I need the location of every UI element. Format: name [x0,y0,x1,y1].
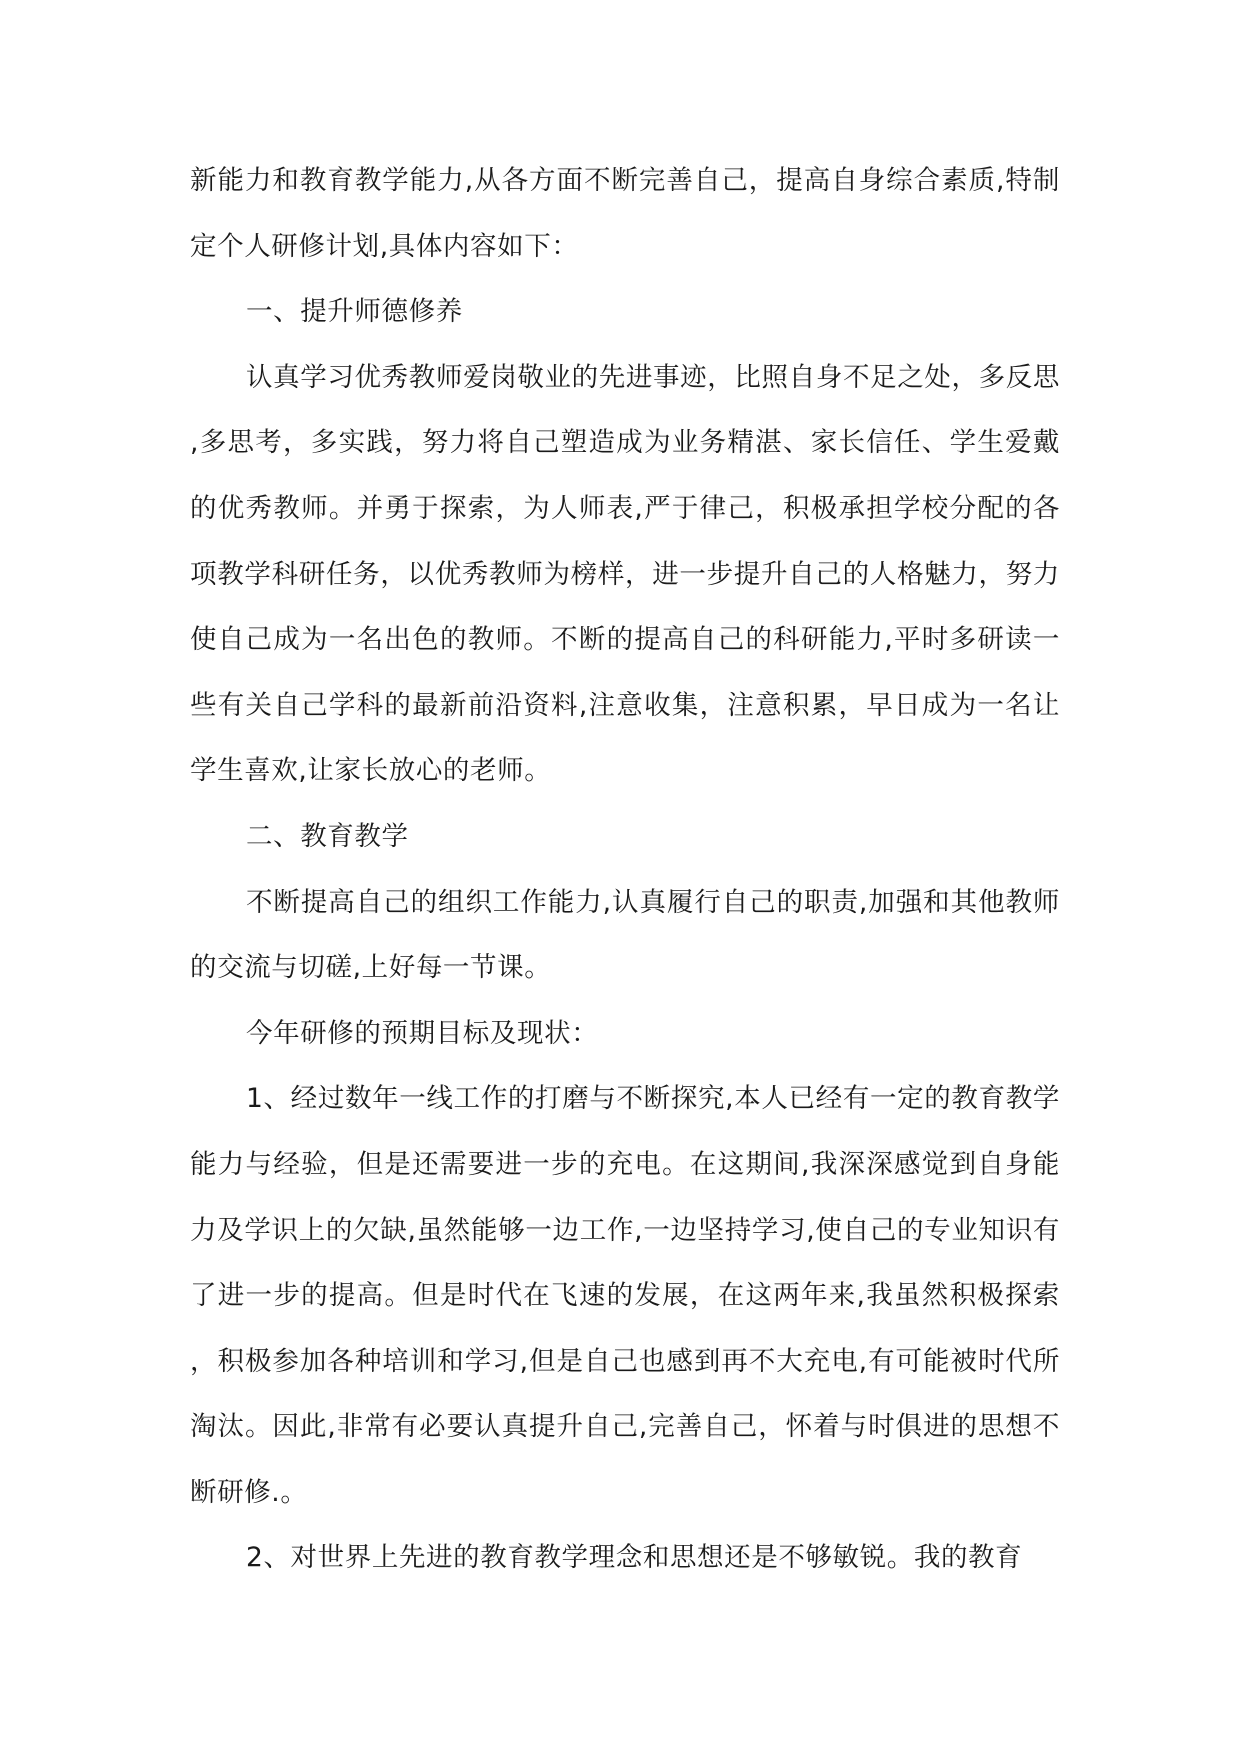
subheading-goals: 今年研修的预期目标及现状： [246,1017,599,1049]
paragraph-goal-1: 1、经过数年一线工作的打磨与不断探究,本人已经有一定的教育教学能力与经验，但是还需要进一步的充电。在这期间,我深深感觉到自身能力及学识上的欠缺,虽然能够一边工作,一边坚持学习,使自己的专业知识有了进一步的提高。但是时代在飞速的发展，在这两年来,我虽然积极探索，积极参加各种培训和学习,但是自己也感到再不大充电,有可能被时代所淘汰。因此,非常有必要认真提升自己,完善自己，怀着与时俱进的思想不断研修.。 [190,1083,1060,1508]
paragraph-ethics: 认真学习优秀教师爱岗敬业的先进事迹，比照自身不足之处，多反思,多思考，多实践，努力将自己塑造成为业务精湛、家长信任、学生爱戴的优秀教师。并勇于探索，为人师表,严于律己，积极承担学校分配的各项教学科研任务，以优秀教师为榜样，进一步提升自己的人格魅力，努力使自己成为一名出色的教师。不断的提高自己的科研能力,平时多研读一些有关自己学科的最新前沿资料,注意收集，注意积累，早日成为一名让学生喜欢,让家长放心的老师。 [190,361,1060,787]
heading-section-2: 二、教育教学 [246,820,409,852]
paragraph-teaching: 不断提高自己的组织工作能力,认真履行自己的职责,加强和其他教师的交流与切磋,上好每一节课。 [190,886,1060,984]
document-body [190,148,1060,1591]
heading-section-1: 一、提升师德修养 [246,296,463,328]
paragraph-goal-2: 2、对世界上先进的教育教学理念和思想还是不够敏锐。我的教育 [246,1542,1023,1574]
paragraph-intro-continuation: 新能力和教育教学能力,从各方面不断完善自己，提高自身综合素质,特制定个人研修计划,具体内容如下： [190,165,1060,262]
